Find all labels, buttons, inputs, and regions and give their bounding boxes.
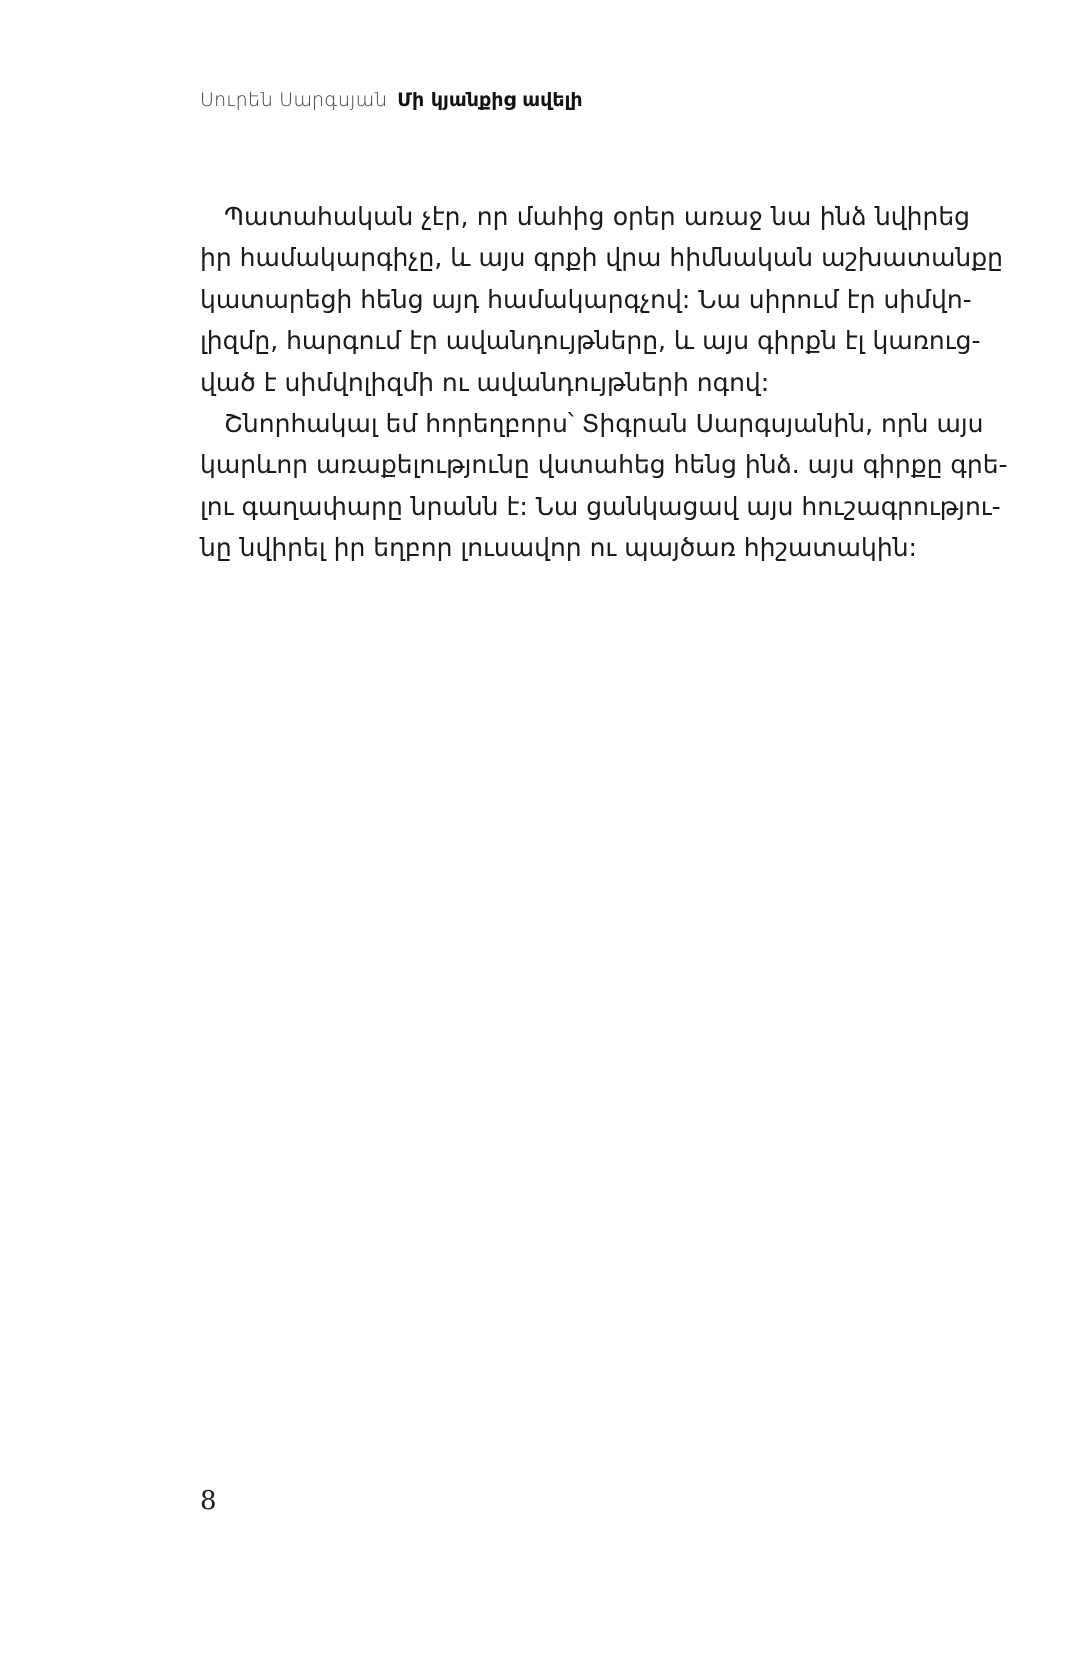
text-line: կարևոր առաքելությունը վստահեց հենց ինձ. այս գիրքը գրե- bbox=[200, 450, 1008, 480]
text-line: Շնորհակալ եմ հորեղբորս՝ Տիգրան Սարգսյանին, որն այս bbox=[224, 408, 984, 438]
text-line: լու գաղափարը նրանն է: Նա ցանկացավ այս հուշագրությու- bbox=[200, 491, 1001, 521]
body-text bbox=[200, 196, 1008, 569]
text-line: Պատահական չէր, որ մահից օրեր առաջ նա ինձ նվիրեց bbox=[224, 202, 970, 231]
page-number: 8 bbox=[200, 1486, 217, 1516]
text-line: կատարեցի հենց այդ համակարգչով: Նա սիրում էր սիմվո- bbox=[200, 284, 972, 314]
author-name: Սուրեն Սարգսյան bbox=[200, 89, 388, 111]
text-line: նը նվիրել իր եղբոր լուսավոր ու պայծառ հիշատակին: bbox=[200, 533, 917, 563]
text-line: իր համակարգիչը, և այս գրքի վրա հիմնական աշխատանքը bbox=[200, 243, 1004, 273]
paragraph bbox=[200, 196, 1004, 403]
text-line: ված է սիմվոլիզմի ու ավանդույթների ոգով: bbox=[200, 367, 770, 397]
running-header bbox=[200, 88, 583, 112]
paragraph bbox=[200, 403, 1008, 569]
book-title: Մի կյանքից ավելի bbox=[397, 89, 583, 111]
text-line: լիզմը, հարգում էր ավանդույթները, և այս գիրքն էլ կառուց- bbox=[200, 326, 981, 356]
